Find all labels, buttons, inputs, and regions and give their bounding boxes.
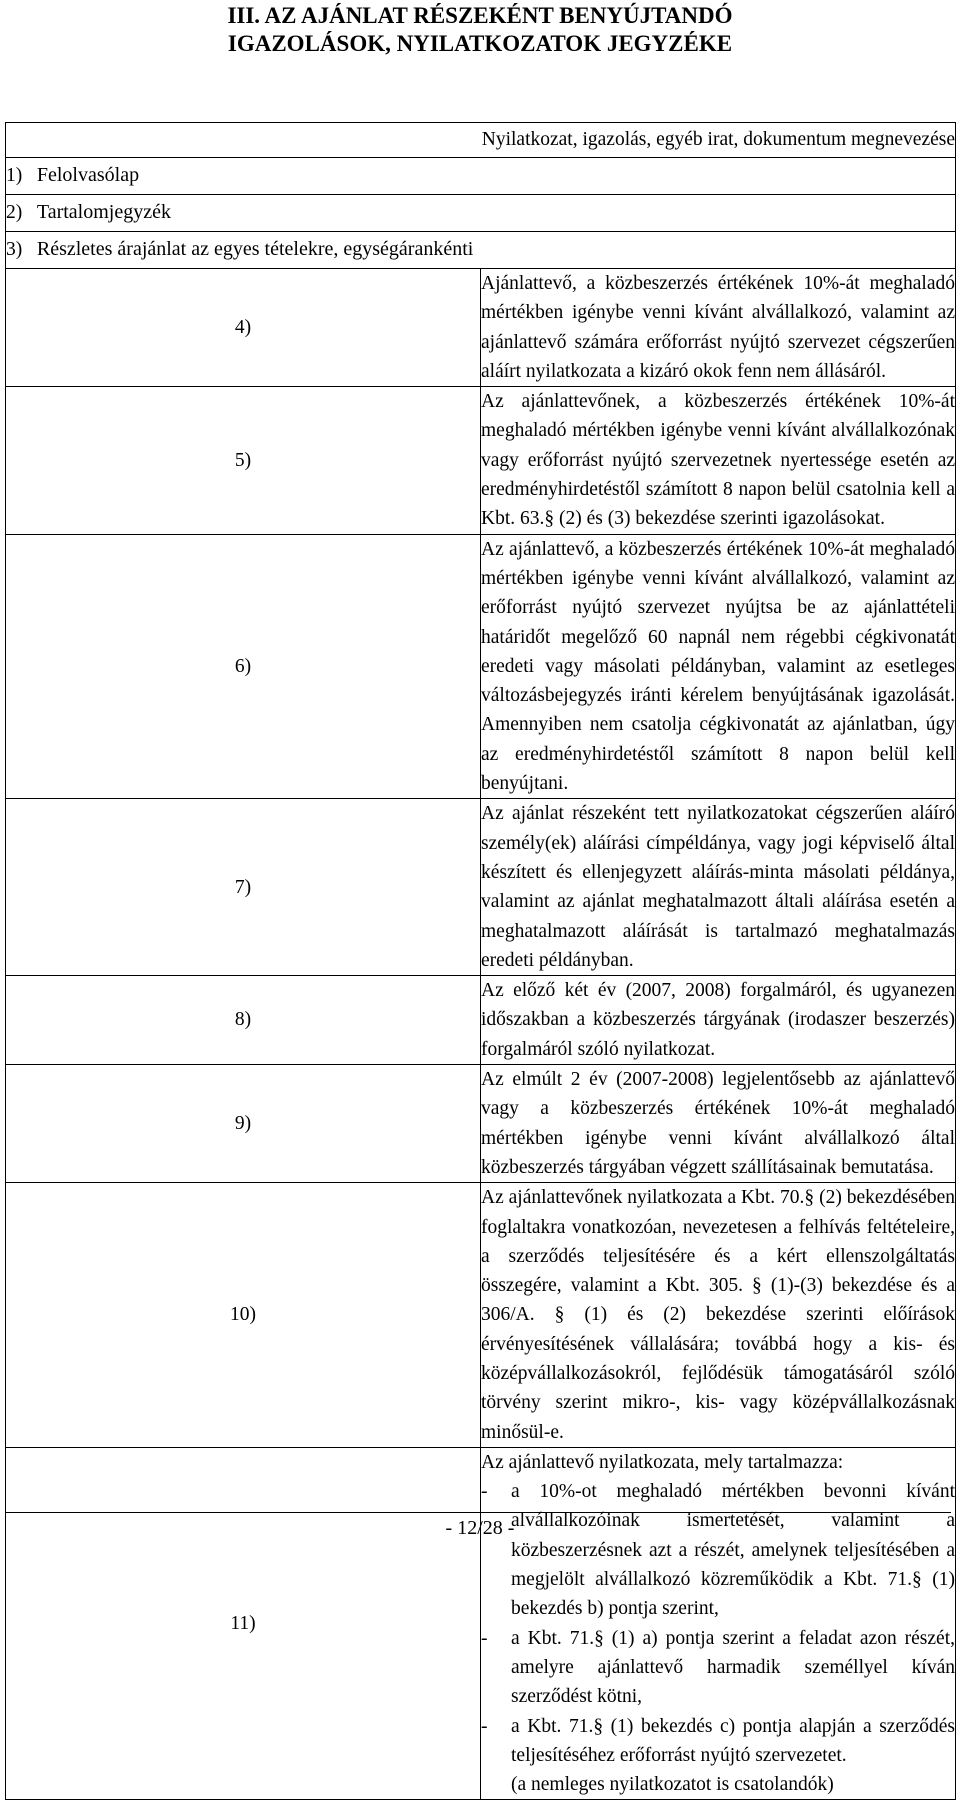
- list-dash: -: [481, 1481, 488, 1503]
- list-dash: -: [481, 1627, 488, 1649]
- row-number: 10): [6, 1183, 481, 1448]
- list-item: [481, 1712, 955, 1771]
- row-text: Ajánlattevő, a közbeszerzés értékének 10%-át meghaladó mértékben igénybe venni kívánt alvállalkozó, valamint az ajánlattevő számára erőforrást nyújtó szervezet cégszerűen aláírt nyilatkozata a kizáró okok fenn nem állásáról.: [481, 269, 956, 387]
- row-number: 4): [6, 269, 481, 387]
- row-note: (a nemleges nyilatkozatot is csatolandók): [511, 1774, 834, 1796]
- table-header-cell: Nyilatkozat, igazolás, egyéb irat, dokumentum megnevezése: [6, 123, 956, 158]
- table-row: [6, 269, 956, 387]
- list-item-text: a Kbt. 71.§ (1) a) pontja szerint a feladat azon részét, amelyre ajánlattevő harmadik személlyel kíván szerződést kötni,: [511, 1627, 955, 1708]
- document-title: [0, 2, 960, 58]
- table-header-row: [6, 123, 956, 158]
- row-intro: Az ajánlattevő nyilatkozata, mely tartalmazza:: [481, 1451, 844, 1473]
- title-line-2: IGAZOLÁSOK, NYILATKOZATOK JEGYZÉKE: [227, 31, 733, 56]
- row-text: Az előző két év (2007, 2008) forgalmáról, és ugyanezen időszakban a közbeszerzés tárgyának (irodaszer beszerzés) forgalmáról szóló nyilatkozat.: [481, 976, 956, 1065]
- row-number: 8): [6, 976, 481, 1065]
- row-number: 11): [6, 1447, 481, 1800]
- row-text: Az ajánlat részeként tett nyilatkozatokat cégszerűen aláíró személy(ek) aláírási címpéldánya, vagy jogi képviselő által készített és ellenjegyzett aláírás-minta másolati példánya, valamint az ajánlat meghatalmazott általi aláírása esetén a meghatalmazott aláírását is tartalmazó meghatalmazás eredeti példányban.: [481, 799, 956, 976]
- page-number: - 12/28 -: [445, 1517, 515, 1539]
- row-1-cell: [6, 158, 956, 195]
- title-line-1: III. AZ AJÁNLAT RÉSZEKÉNT BENYÚJTANDÓ: [227, 3, 733, 28]
- table-row: [6, 534, 956, 799]
- table-row: [6, 158, 956, 195]
- row-11-content: [481, 1447, 956, 1800]
- table-row: [6, 387, 956, 534]
- table-row: [6, 799, 956, 976]
- table-row: [6, 1065, 956, 1183]
- list-dash: -: [481, 1715, 488, 1737]
- row-number: 6): [6, 534, 481, 799]
- row-number: 9): [6, 1065, 481, 1183]
- row-number: 1): [6, 165, 23, 187]
- table-row: [6, 1447, 956, 1800]
- row-number: 3): [6, 239, 23, 261]
- row-3-cell: [6, 232, 956, 269]
- row-number: 5): [6, 387, 481, 534]
- table-row: [6, 232, 956, 269]
- declarations-table: [5, 122, 956, 1800]
- footer-divider: [5, 1512, 951, 1513]
- row-text: Részletes árajánlat az egyes tételekre, egységárankénti: [36, 238, 474, 261]
- row-text: Az elmúlt 2 év (2007-2008) legjelentősebb az ajánlattevő vagy a közbeszerzés értékének 10%-át meghaladó mértékben igénybe venni kívánt alvállalkozó által közbeszerzés tárgyában végzett szállításainak bemutatása.: [481, 1065, 956, 1183]
- row-text: Felolvasólap: [36, 164, 140, 187]
- list-item: [481, 1624, 955, 1712]
- list-item-text: a 10%-ot meghaladó mértékben bevonni kívánt alvállalkozóinak ismertetését, valamint a közbeszerzésnek azt a részét, amelynek teljesítésében a megjelölt alvállalkozó közreműködik a Kbt. 71.§ (1) bekezdés b) pontja szerint,: [511, 1481, 955, 1620]
- row-number: 7): [6, 799, 481, 976]
- row-text: Az ajánlattevő, a közbeszerzés értékének 10%-át meghaladó mértékben igénybe venni kívánt alvállalkozó, valamint az erőforrást nyújtó szervezet nyújtsa be az ajánlattételi határidőt megelőző 60 napnál nem régebbi cégkivonatát eredeti vagy másolati példányban, valamint az esetleges változásbejegyzés iránti kérelem benyújtásának igazolását. Amennyiben nem csatolja cégkivonatát az ajánlatban, úgy az eredményhirdetéstől számított 8 napon belül kell benyújtani.: [481, 534, 956, 799]
- table-row: [6, 195, 956, 232]
- row-text: Az ajánlattevőnek nyilatkozata a Kbt. 70.§ (2) bekezdésében foglaltakra vonatkozóan, nevezetesen a felhívás feltételeire, a szerződés teljesítésére és a kért ellenszolgáltatás összegére, valamint a Kbt. 305. § (1)-(3) bekezdése és a 306/A. § (1) és (2) bekezdése szerinti előírások érvényesítésének vállalására; továbbá hogy a kis- és középvállalkozásokról, fejlődésük támogatásáról szóló törvény szerint mikro-, kis- vagy középvállalkozásnak minősül-e.: [481, 1183, 956, 1448]
- table-row: [6, 976, 956, 1065]
- list-item: [481, 1477, 955, 1623]
- list-item-text: a Kbt. 71.§ (1) bekezdés c) pontja alapján a szerződés teljesítéséhez erőforrást nyújtó szervezetet.: [511, 1715, 955, 1766]
- row-2-cell: [6, 195, 956, 232]
- row-number: 2): [6, 202, 23, 224]
- table-row: [6, 1183, 956, 1448]
- row-text: Tartalomjegyzék: [36, 201, 171, 224]
- row-text: Az ajánlattevőnek, a közbeszerzés értékének 10%-át meghaladó mértékben igénybe venni kívánt alvállalkozónak vagy erőforrást nyújtó szervezetnek nyertessége esetén az eredményhirdetéstől számított 8 napon belül csatolnia kell a Kbt. 63.§ (2) és (3) bekezdése szerinti igazolásokat.: [481, 387, 956, 534]
